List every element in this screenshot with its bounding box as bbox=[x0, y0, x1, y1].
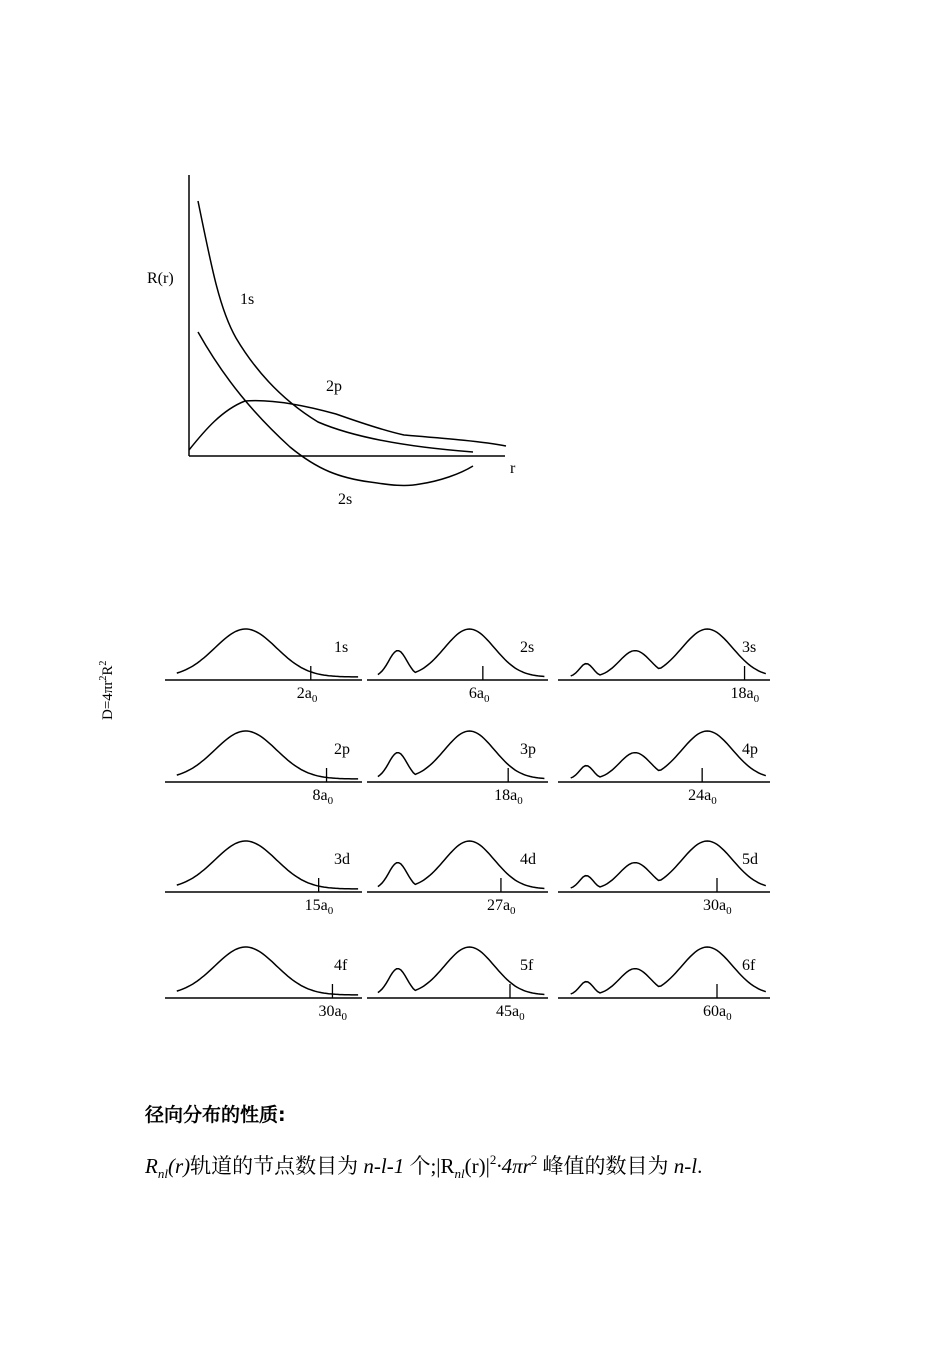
orbital-label-5d: 5d bbox=[742, 851, 758, 868]
orbital-label-6f: 6f bbox=[742, 957, 756, 974]
curve-label-1s: 1s bbox=[240, 291, 255, 308]
orbital-label-2p: 2p bbox=[334, 741, 350, 758]
orbital-label-4f: 4f bbox=[334, 957, 348, 974]
distribution-curve-6f bbox=[571, 947, 766, 994]
distribution-curve-1s bbox=[177, 629, 358, 677]
radius-label-4d: $27a_0$ bbox=[486, 897, 516, 917]
orbital-label-4d: 4d bbox=[520, 851, 536, 868]
orbital-label-5f: 5f bbox=[520, 957, 534, 974]
radius-label-3s: $18a_0$ bbox=[730, 685, 760, 705]
distribution-axis-label: $D=4\pi r^2R^2$ bbox=[98, 660, 116, 720]
r-function-axis-label: R(r) bbox=[147, 270, 174, 287]
distribution-curve-3d bbox=[177, 841, 358, 889]
section-heading: 径向分布的性质: bbox=[145, 1104, 286, 1126]
radius-label-2s: $6a_0$ bbox=[468, 685, 490, 705]
radius-label-6f: $60a_0$ bbox=[703, 1003, 732, 1023]
radius-label-2p: $8a_0$ bbox=[312, 787, 334, 807]
orbital-label-3p: 3p bbox=[520, 741, 536, 758]
radius-label-4p: $24a_0$ bbox=[688, 787, 717, 807]
orbital-label-3s: 3s bbox=[742, 639, 757, 656]
radius-label-3p: $18a_0$ bbox=[494, 787, 523, 807]
orbital-label-1s: 1s bbox=[334, 639, 349, 656]
distribution-curve-4f bbox=[177, 947, 358, 995]
radius-label-5f: $45a_0$ bbox=[495, 1003, 525, 1023]
curve-label-2s: 2s bbox=[338, 491, 353, 508]
distribution-curve-5d bbox=[571, 841, 766, 888]
radius-label-5d: $30a_0$ bbox=[703, 897, 732, 917]
distribution-curve-3s bbox=[571, 629, 766, 676]
radius-label-3d: $15a_0$ bbox=[304, 897, 334, 917]
distribution-curve-2p bbox=[177, 731, 358, 779]
radius-label-1s: $2a_0$ bbox=[296, 685, 318, 705]
orbital-label-2s: 2s bbox=[520, 639, 535, 656]
orbital-label-3d: 3d bbox=[334, 851, 350, 868]
node-rule-text: $R_{nl}(r)$轨道的节点数目为 n-l-1 个$;|R_{nl}(r)|^2\cdot 4\pi r^2$ 峰值的数目为 n-l. bbox=[145, 1152, 703, 1181]
orbital-label-4p: 4p bbox=[742, 741, 758, 758]
curve-label-2p: 2p bbox=[326, 378, 342, 395]
r-axis-label: r bbox=[510, 460, 516, 477]
radius-label-4f: $30a_0$ bbox=[318, 1003, 348, 1023]
distribution-curve-4p bbox=[571, 731, 766, 778]
